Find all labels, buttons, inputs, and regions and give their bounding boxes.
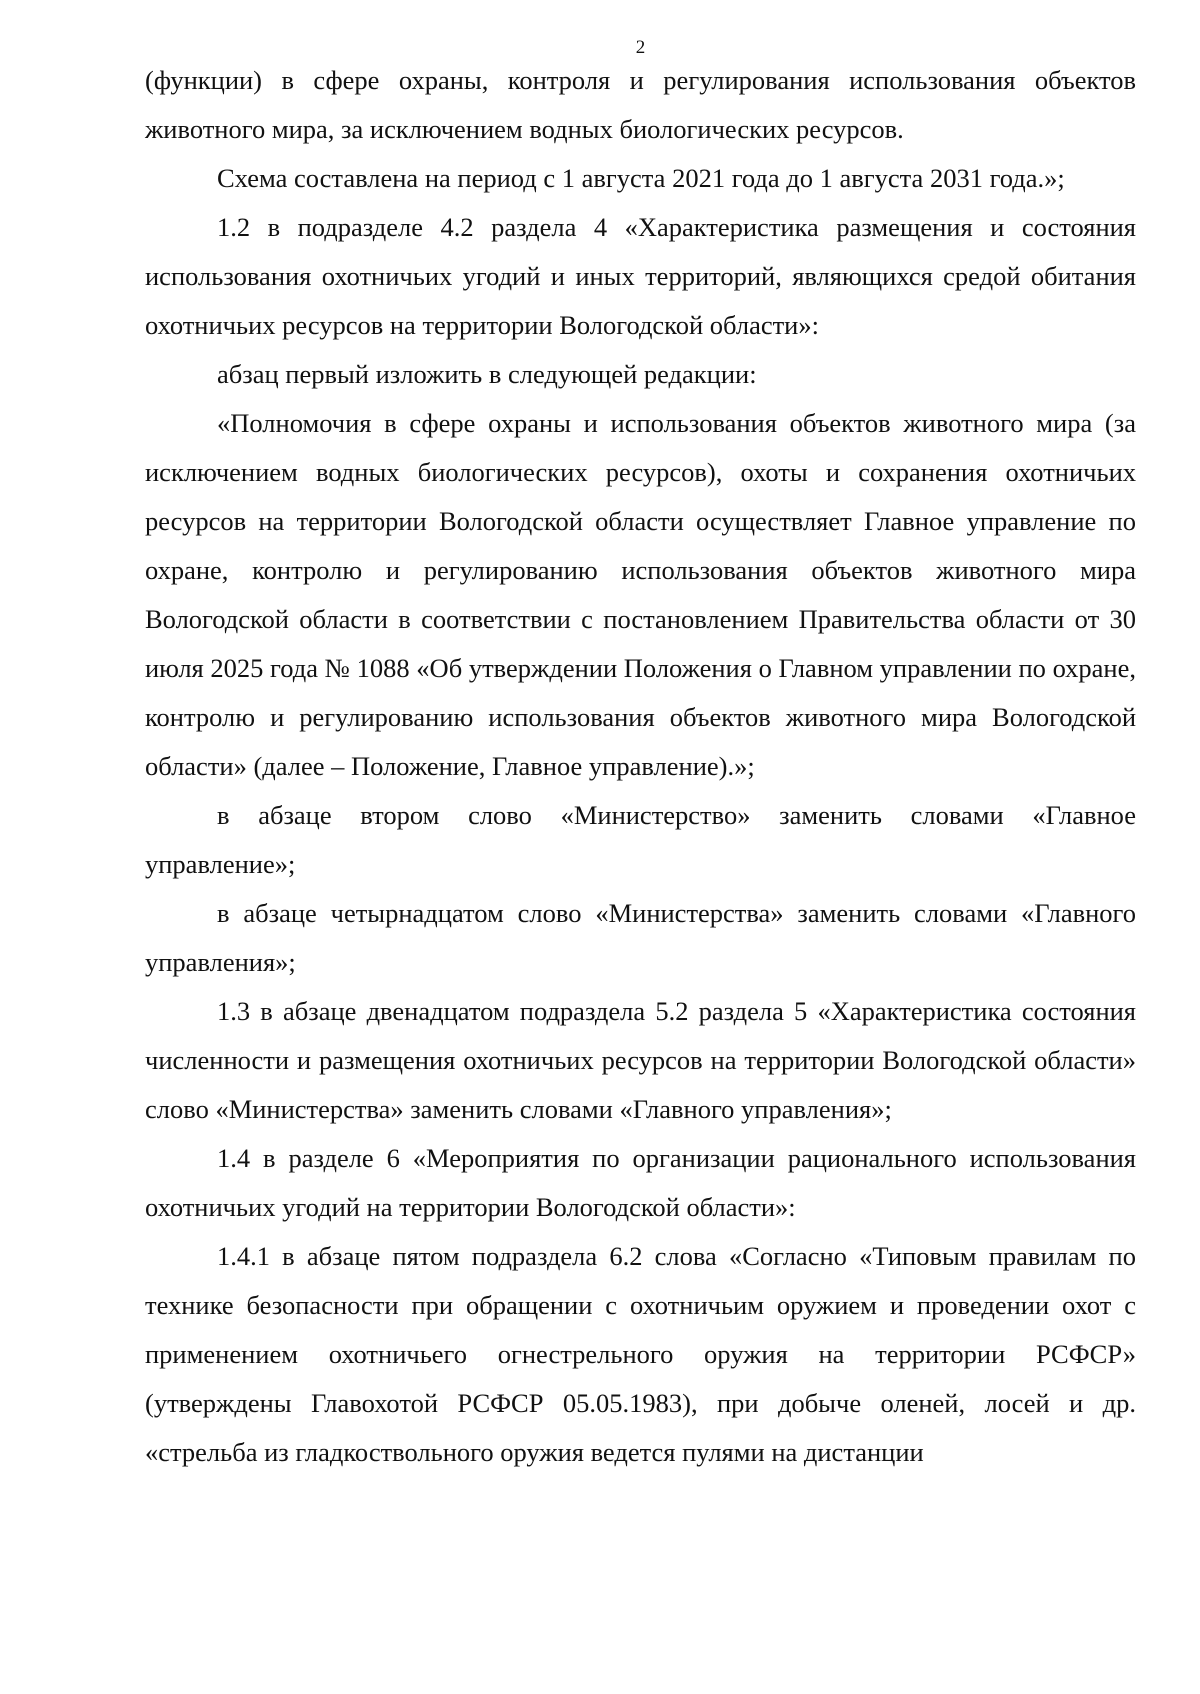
document-body	[145, 56, 1136, 1477]
paragraph-item-1-4-1: 1.4.1 в абзаце пятом подраздела 6.2 слова «Согласно «Типовым правилам по технике безопасности при обращении с охотничьим оружием и проведении охот с применением охотничьего огнестрельного оружия на территории РСФСР» (утверждены Главохотой РСФСР 05.05.1983), при добыче оленей, лосей и др. «стрельба из гладкоствольного оружия ведется пулями на дистанции	[145, 1241, 1136, 1467]
paragraph-fourteenth-abzac: в абзаце четырнадцатом слово «Министерства» заменить словами «Главного управления»;	[145, 898, 1136, 977]
page-number: 2	[635, 37, 646, 58]
paragraph-item-1-2: 1.2 в подразделе 4.2 раздела 4 «Характеристика размещения и состояния использования охотничьих угодий и иных территорий, являющихся средой обитания охотничьих ресурсов на территории Вологодской области»:	[145, 212, 1136, 340]
paragraph-second-abzac: в абзаце втором слово «Министерство» заменить словами «Главное управление»;	[145, 800, 1136, 879]
paragraph-item-1-3: 1.3 в абзаце двенадцатом подраздела 5.2 раздела 5 «Характеристика состояния численности и размещения охотничьих ресурсов на территории Вологодской области» слово «Министерства» заменить словами «Главного управления»;	[145, 996, 1136, 1124]
paragraph-continuation: (функции) в сфере охраны, контроля и регулирования использования объектов животного мира, за исключением водных биологических ресурсов.	[145, 65, 1136, 144]
paragraph-item-1-4: 1.4 в разделе 6 «Мероприятия по организации рационального использования охотничьих угодий на территории Вологодской области»:	[145, 1143, 1136, 1222]
paragraph-first-abzac: абзац первый изложить в следующей редакции:	[217, 359, 757, 389]
paragraph-quoted-powers: «Полномочия в сфере охраны и использования объектов животного мира (за исключением водных биологических ресурсов), охоты и сохранения охотничьих ресурсов на территории Вологодской области осуществляет Главное управление по охране, контролю и регулированию использования объектов животного мира Вологодской области в соответствии с постановлением Правительства области от 30 июля 2025 года № 1088 «Об утверждении Положения о Главном управлении по охране, контролю и регулированию использования объектов животного мира Вологодской области» (далее – Положение, Главное управление).»;	[145, 408, 1136, 781]
paragraph-scheme-period: Схема составлена на период с 1 августа 2021 года до 1 августа 2031 года.»;	[217, 163, 1065, 193]
